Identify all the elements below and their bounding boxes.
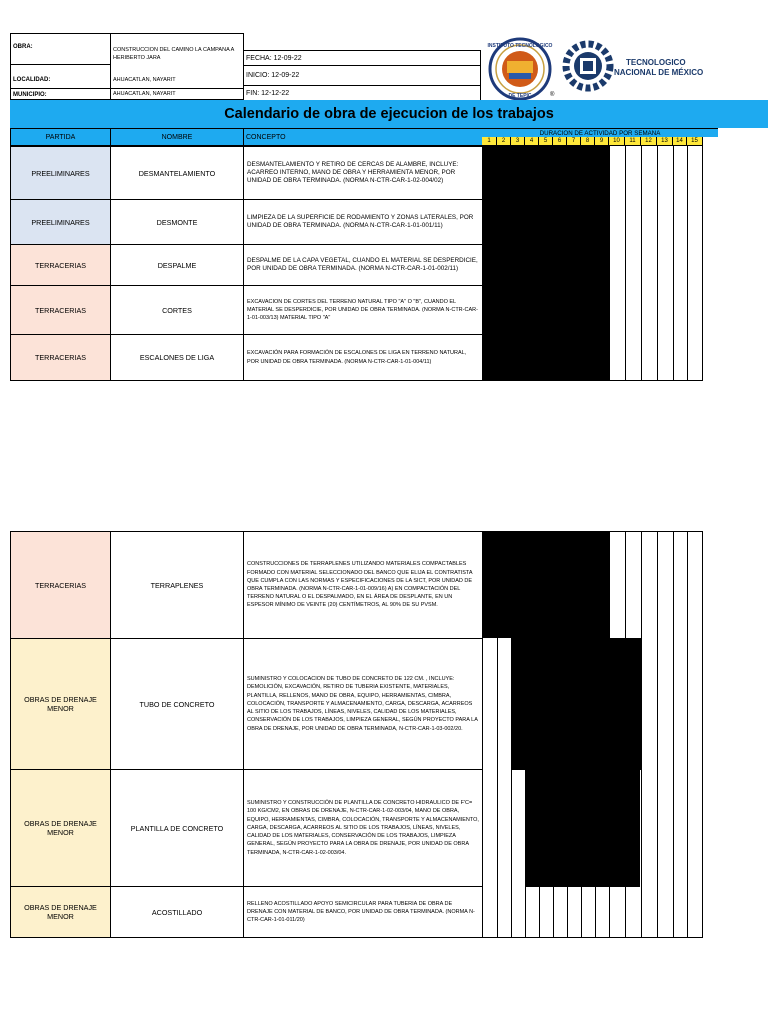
svg-text:®: ® (550, 92, 555, 98)
week-header-1: 1 (482, 137, 497, 146)
row-5-nombre: ESCALONES DE LIGA (110, 334, 244, 381)
week-header-13: 13 (657, 137, 673, 146)
grid1-col-line-12 (657, 146, 658, 381)
grid2-col-line-13 (673, 531, 674, 938)
row-3-nombre: DESPALME (110, 244, 244, 286)
seal-logo (483, 36, 559, 100)
grid1-col-line-11 (641, 146, 642, 381)
row-7-partida: OBRAS DE DRENAJE MENOR (10, 638, 111, 770)
row-9-partida: OBRAS DE DRENAJE MENOR (10, 886, 111, 938)
inicio-cell: INICIO: 12-09-22 (244, 66, 481, 86)
row-8-nombre: PLANTILLA DE CONCRETO (110, 769, 244, 887)
row-5-concepto: EXCAVACIÓN PARA FORMACIÓN DE ESCALONES DE LIGA EN TERRENO NATURAL, POR UNIDAD DE OBRA TERMINADA. (NORMA N-CTR-CAR-1-01-004/11) (243, 334, 483, 381)
municipio-value: AHUACATLAN, NAYARIT (113, 91, 176, 97)
week-header-7: 7 (567, 137, 581, 146)
tecnm-logo (562, 36, 762, 100)
row-1-concepto: DESMANTELAMIENTO Y RETIRO DE CERCAS DE ALAMBRE, INCLUYE: ACARREO INTERNO, MANO DE OBRA Y HERRAMIENTA MENOR, POR UNIDAD DE OBRA TERMINADA. (NORMA N-CTR-CAR-1-02-004/02) (243, 146, 483, 200)
grid1-col-line-14 (687, 146, 688, 381)
localidad-label: LOCALIDAD: (13, 77, 51, 83)
week-header-5: 5 (539, 137, 553, 146)
row-6-partida: TERRACERIAS (10, 531, 111, 639)
row-3-concepto: DESPALME DE LA CAPA VEGETAL, CUANDO EL MATERIAL SE DESPERDICIE, POR UNIDAD DE OBRA TERMINADA. (NORMA N-CTR-CAR-1-01-002/11) (243, 244, 483, 286)
grid2-row-line-1 (482, 937, 703, 938)
gantt-bar-plantilla-concreto (525, 769, 640, 887)
page-title: Calendario de obra de ejecucion de los trabajos (10, 100, 768, 128)
fin-cell: FIN: 12-12-22 (244, 86, 481, 100)
header-concepto: CONCEPTO (243, 128, 483, 146)
row-1-partida: PREELIMINARES (10, 146, 111, 200)
gantt-bar-tubo-concreto (511, 638, 641, 770)
header-nombre: NOMBRE (110, 128, 244, 146)
row-2-partida: PREELIMINARES (10, 199, 111, 245)
week-header-12: 12 (641, 137, 657, 146)
row-7-concepto: SUMINISTRO Y COLOCACION DE TUBO DE CONCRETO DE 122 CM. , INCLUYE: DEMOLICIÓN, EXCAVACIÓN, RETIRO DE TUBERIA EXISTENTE, MATERIALES, PLANTILLA, RELLENOS, MANO DE OBRA, EQUIPO, HERRAMIENTAS, CIMBRA, COLOCACIÓN, TRANSPORTE Y ALMACENAMIENTO, CARGA, DESCARGA, ACARREOS AL SITIO DE LOS TRABAJOS, LÍNEAS, NIVELES, CALIDAD DE LOS MATERIALES, CONSERVACIÓN DE LOS TRABAJOS, LIMPIEZA GENERAL, SEGÚN PROYECTO PARA LA OBRA DE DRENAJE, POR UNIDAD DE OBRA TERMINADA, N-CTR-CAR-1-03-002/20. (243, 638, 483, 770)
tecnm-name-line2: NACIONAL DE MÉXICO (614, 68, 704, 77)
row-6-nombre: TERRAPLENES (110, 531, 244, 639)
localidad-value-cell (110, 64, 244, 88)
grid2-col-line-14 (687, 531, 688, 938)
grid1-col-line-9 (609, 146, 610, 381)
grid2-col-line-11 (641, 531, 642, 938)
row-7-nombre: TUBO DE CONCRETO (110, 638, 244, 770)
grid2-col-line-15 (702, 531, 703, 938)
week-header-10: 10 (609, 137, 625, 146)
row-9-concepto: RELLENO ACOSTILLADO APOYO SEMICIRCULAR PARA TUBERIA DE OBRA DE DRENAJE CON MATERIAL DE BANCO, POR UNIDAD DE OBRA TERMINADA. (NORMA N-CTR-CAR-1-01-011/20) (243, 886, 483, 938)
municipio-label: MUNICIPIO: (13, 92, 47, 98)
row-2-concepto: LIMPIEZA DE LA SUPERFICIE DE RODAMIENTO Y ZONAS LATERALES, POR UNIDAD DE OBRA TERMINADA. (NORMA N-CTR-CAR-1-01-001/11) (243, 199, 483, 245)
grid1-col-line-15 (702, 146, 703, 381)
grid1-col-line-10 (625, 146, 626, 381)
week-header-2: 2 (497, 137, 511, 146)
municipio-label-cell (10, 88, 111, 100)
week-header-6: 6 (553, 137, 567, 146)
obra-value-cell (111, 33, 244, 64)
row-9-nombre: ACOSTILLADO (110, 886, 244, 938)
row-8-partida: OBRAS DE DRENAJE MENOR (10, 769, 111, 887)
row-5-partida: TERRACERIAS (10, 334, 111, 381)
week-header-11: 11 (625, 137, 641, 146)
row-8-concepto: SUMINISTRO Y CONSTRUCCIÓN DE PLANTILLA DE CONCRETO HIDRAULICO DE F'C= 100 KG/CM2, EN OBRAS DE DRENAJE, N-CTR-CAR-1-02-003/04, MANO DE OBRA, EQUIPO, HERRAMIENTAS, CIMBRA, COLOCACIÓN, TRANSPORTE Y ALMACENAMIENTO, CARGA, DESCARGA, ACARREOS AL SITIO DE LOS TRABAJOS, LÍNEAS, NIVELES, CALIDAD DE LOS MATERIALES, CONSERVACIÓN DE LOS TRABAJOS, LIMPIEZA GENERAL, SEGÚN PROYECTO PARA LA OBRA DE DRENAJE, POR UNIDAD DE OBRA TERMINADA, N-CTR-CAR-1-02-003/04. (243, 769, 483, 887)
week-header-14: 14 (673, 137, 687, 146)
gantt-bar-terraplenes (482, 531, 609, 638)
obra-label-cell (10, 33, 111, 64)
svg-text:INSTITUTO TECNOLOGICO: INSTITUTO TECNOLOGICO (487, 43, 553, 49)
obra-label: OBRA: (13, 44, 33, 50)
obra-value: CONSTRUCCION DEL CAMINO LA CAMPANA A HERIBERTO JARA (113, 47, 235, 61)
fecha-cell: FECHA: 12-09-22 (244, 50, 481, 66)
week-header-3: 3 (511, 137, 525, 146)
grid1-col-line-13 (673, 146, 674, 381)
tecnm-name-line1: TECNOLOGICO (626, 58, 686, 67)
week-header-9: 9 (595, 137, 609, 146)
grid2-col-line-12 (657, 531, 658, 938)
row-6-concepto: CONSTRUCCIONES DE TERRAPLENES UTILIZANDO MATERIALES COMPACTABLES FORMADO CON MATERIAL SELECCIONADO DEL BANCO QUE ELIJA EL CONTRATISTA QUE CUMPLA CON LAS NORMAS Y ESPECIFICACIONES DE LA SICT, POR UNIDAD DE OBRA TERMINADA. (NORMA N-CTR-CAR-1-01-009/16) A) EN COMPACTACIÓN DEL TERRENO NATURAL O EL DESPALMADO, EN EL ÁREA DE DESPLANTE, EN UN ESPESOR MÍNIMO DE VEINTE (20) CENTÍMETROS, AL 90% DE SU PVSM. (243, 531, 483, 639)
localidad-value: AHUACATLAN, NAYARIT (113, 77, 176, 83)
row-2-nombre: DESMONTE (110, 199, 244, 245)
week-header-8: 8 (581, 137, 595, 146)
header-duracion: DURACION DE ACTIVIDAD POR SEMANA (482, 128, 718, 137)
week-header-4: 4 (525, 137, 539, 146)
row-4-nombre: CORTES (110, 285, 244, 335)
week-header-15: 15 (687, 137, 703, 146)
svg-text:DE TEPIC: DE TEPIC (508, 93, 532, 99)
row-4-concepto: EXCAVACION DE CORTES DEL TERRENO NATURAL TIPO "A" O "B", CUANDO EL MATERIAL SE DESPERDICIE, POR UNIDAD DE OBRA TERMINADA. (NORMA N-CTR-CAR-1-01-003/13) MATERIAL TIPO "A" (243, 285, 483, 335)
row-1-nombre: DESMANTELAMIENTO (110, 146, 244, 200)
row-3-partida: TERRACERIAS (10, 244, 111, 286)
gantt-bar-weeks-1-8 (482, 146, 609, 381)
localidad-label-cell (10, 64, 111, 88)
row-4-partida: TERRACERIAS (10, 285, 111, 335)
header-partida: PARTIDA (10, 128, 111, 146)
municipio-value-cell (110, 88, 244, 100)
